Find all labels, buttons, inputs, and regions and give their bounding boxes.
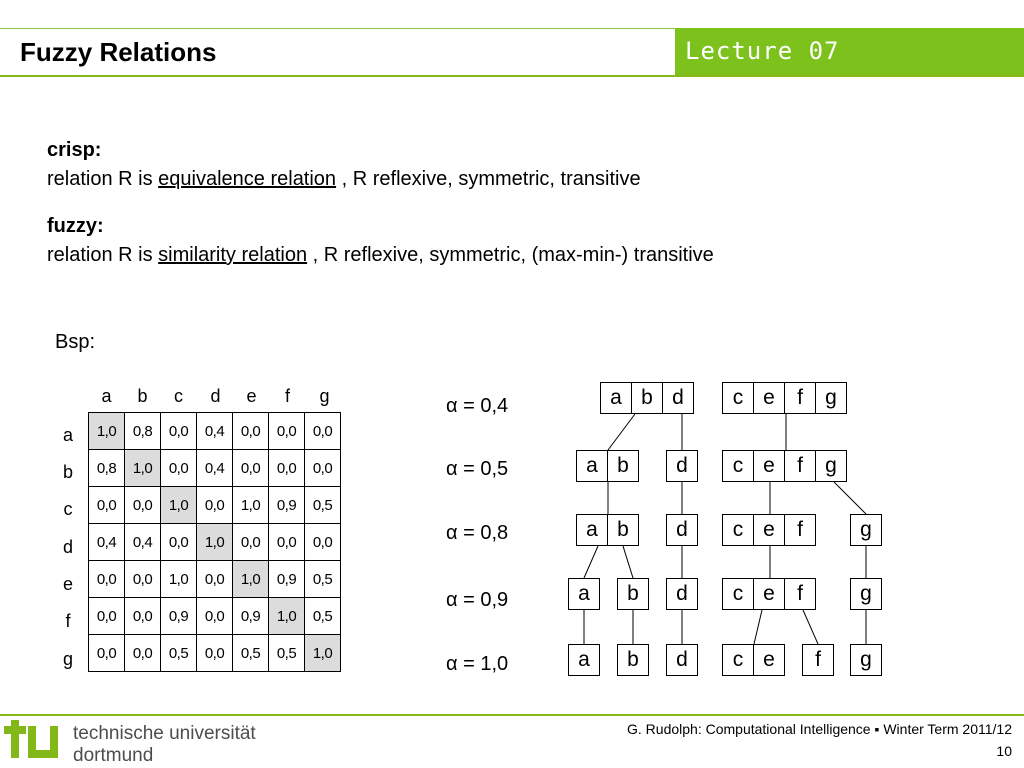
partition-element: d (662, 383, 693, 413)
matrix-cell: 1,0 (161, 487, 197, 524)
partition-element: b (627, 648, 639, 671)
matrix-cell: 0,0 (197, 635, 233, 672)
matrix-cell: 0,0 (161, 413, 197, 450)
partition-class (576, 450, 639, 482)
partition-element: a (578, 582, 590, 605)
partition-element: a (586, 454, 598, 477)
crisp-heading: crisp: (47, 139, 102, 161)
alpha-symbol: α (446, 589, 458, 611)
partition-element: b (607, 515, 638, 545)
matrix-cell: 0,9 (161, 598, 197, 635)
partition-element: a (610, 386, 622, 409)
partition-element: g (860, 582, 872, 605)
matrix-cell: 0,0 (233, 450, 269, 487)
matrix-cell: 0,4 (125, 524, 161, 561)
partition-element: f (784, 515, 815, 545)
matrix-cell: 0,0 (197, 487, 233, 524)
matrix-row-label: e (62, 574, 73, 594)
matrix-col-label: b (137, 386, 148, 406)
partition-class (568, 578, 600, 610)
fuzzy-suffix: , R reflexive, symmetric, (max-min-) transitive (307, 244, 714, 266)
partition-class (722, 644, 785, 676)
partition-element: e (753, 515, 784, 545)
partition-class (617, 578, 649, 610)
matrix-cell: 0,4 (197, 413, 233, 450)
partition-element: f (815, 648, 821, 671)
example-label: Bsp: (55, 331, 96, 353)
matrix-row-label: f (65, 611, 71, 631)
matrix-col-label: e (246, 386, 257, 406)
tree-edge (584, 546, 598, 578)
matrix-cell: 0,9 (269, 487, 305, 524)
partition-class (722, 514, 816, 546)
matrix-row-label: b (62, 462, 73, 482)
partition-class (850, 514, 882, 546)
partition-element: b (631, 383, 662, 413)
crisp-term: equivalence relation (158, 168, 337, 190)
alpha-symbol: α (446, 653, 458, 675)
footer-rule (0, 714, 1024, 716)
partition-element: d (676, 582, 688, 605)
page-number: 10 (996, 743, 1012, 759)
partition-class (850, 644, 882, 676)
partition-element: c (732, 386, 744, 409)
alpha-symbol: α (446, 458, 458, 480)
matrix-cell: 1,0 (233, 487, 269, 524)
matrix-cell: 0,0 (125, 635, 161, 672)
crisp-suffix: , R reflexive, symmetric, transitive (336, 168, 641, 190)
partition-class (568, 644, 600, 676)
partition-element: c (732, 454, 744, 477)
matrix-col-label: a (101, 386, 112, 406)
partition-class (666, 450, 698, 482)
partition-element: c (732, 648, 744, 671)
matrix-cell: 1,0 (89, 413, 125, 450)
alpha-symbol: α (446, 395, 458, 417)
matrix-cell: 0,0 (161, 524, 197, 561)
matrix-cell: 0,0 (233, 413, 269, 450)
alpha-value: = 1,0 (457, 653, 509, 675)
matrix-cell: 0,0 (125, 561, 161, 598)
partition-class (617, 644, 649, 676)
matrix-col-label: c (174, 386, 183, 406)
university-name (73, 723, 256, 767)
partition-element: b (607, 451, 638, 481)
matrix-cell: 0,0 (89, 561, 125, 598)
partition-element: g (815, 383, 846, 413)
partition-element: d (676, 454, 688, 477)
matrix-col-label: d (210, 386, 221, 406)
fuzzy-prefix: relation R is (47, 244, 159, 266)
partition-class (576, 514, 639, 546)
partition-element: e (753, 579, 784, 609)
partition-element: f (784, 383, 815, 413)
partition-class (600, 382, 694, 414)
matrix-cell: 0,5 (305, 598, 341, 635)
matrix-col-label: g (319, 386, 330, 406)
matrix-cell: 1,0 (197, 524, 233, 561)
matrix-cell: 0,0 (161, 450, 197, 487)
alpha-value: = 0,8 (457, 522, 509, 544)
matrix-cell: 1,0 (233, 561, 269, 598)
partition-element: d (676, 648, 688, 671)
footer-credit: G. Rudolph: Computational Intelligence ▪ Winter Term 2011/12 (627, 721, 1012, 737)
university-line: technische universität (73, 723, 256, 744)
alpha-symbol: α (446, 522, 458, 544)
fuzzy-term: similarity relation (158, 244, 308, 266)
alpha-value: = 0,4 (457, 395, 509, 417)
partition-element: g (860, 518, 872, 541)
matrix-cell: 0,9 (233, 598, 269, 635)
partition-class (722, 450, 847, 482)
matrix-cell: 0,8 (125, 413, 161, 450)
matrix-cell: 0,5 (269, 635, 305, 672)
partition-element: b (627, 582, 639, 605)
partition-element: e (753, 645, 784, 675)
partition-element: c (732, 518, 744, 541)
matrix-cell: 0,0 (197, 561, 233, 598)
partition-element: f (784, 579, 815, 609)
tu-logo-icon (4, 720, 66, 764)
partition-element: g (860, 648, 872, 671)
alpha-value: = 0,9 (457, 589, 509, 611)
partition-class (666, 514, 698, 546)
partition-element: e (753, 451, 784, 481)
partition-element: e (753, 383, 784, 413)
tree-edge (754, 610, 762, 644)
partition-element: a (586, 518, 598, 541)
matrix-cell: 0,0 (89, 598, 125, 635)
matrix-cell: 1,0 (125, 450, 161, 487)
matrix-row-label: d (62, 537, 73, 557)
matrix-cell: 0,0 (197, 598, 233, 635)
matrix-cell: 0,0 (305, 450, 341, 487)
matrix-cell: 0,5 (305, 487, 341, 524)
alpha-value: = 0,5 (457, 458, 509, 480)
matrix-cell: 0,8 (89, 450, 125, 487)
matrix-cell: 0,0 (269, 524, 305, 561)
partition-element: c (732, 582, 744, 605)
partition-element: g (815, 451, 846, 481)
partition-class (722, 382, 847, 414)
matrix-cell: 1,0 (269, 598, 305, 635)
matrix-cell: 0,0 (269, 450, 305, 487)
partition-class (850, 578, 882, 610)
matrix-row-label: a (62, 425, 73, 445)
matrix-cell: 1,0 (161, 561, 197, 598)
matrix-cell: 0,0 (305, 413, 341, 450)
lecture-badge: Lecture 07 (675, 28, 1024, 75)
partition-class (666, 644, 698, 676)
partition-element: a (578, 648, 590, 671)
matrix-row-label: g (62, 649, 73, 669)
crisp-prefix: relation R is (47, 168, 159, 190)
matrix-cell: 0,0 (89, 487, 125, 524)
partition-class (802, 644, 834, 676)
matrix-cell: 0,0 (233, 524, 269, 561)
matrix-cell: 0,4 (197, 450, 233, 487)
matrix-cell: 0,5 (161, 635, 197, 672)
matrix-cell: 0,5 (305, 561, 341, 598)
tree-edge (803, 610, 818, 644)
partition-class (666, 578, 698, 610)
fuzzy-heading: fuzzy: (47, 215, 104, 237)
matrix-cell: 0,0 (305, 524, 341, 561)
matrix-row-label: c (63, 499, 73, 519)
tree-edge (608, 414, 635, 450)
tree-edge (623, 546, 633, 578)
matrix-cell: 0,9 (269, 561, 305, 598)
matrix-cell: 0,4 (89, 524, 125, 561)
tree-edge (834, 482, 866, 514)
university-line: dortmund (73, 745, 154, 766)
matrix-cell: 0,5 (233, 635, 269, 672)
matrix-cell: 0,0 (125, 487, 161, 524)
partition-element: f (784, 451, 815, 481)
matrix-cell: 0,0 (89, 635, 125, 672)
matrix-cell: 1,0 (305, 635, 341, 672)
matrix-col-label: f (284, 386, 290, 406)
matrix-cell: 0,0 (125, 598, 161, 635)
partition-element: d (676, 518, 688, 541)
partition-class (722, 578, 816, 610)
matrix-cell: 0,0 (269, 413, 305, 450)
slide-title: Fuzzy Relations (20, 37, 217, 67)
